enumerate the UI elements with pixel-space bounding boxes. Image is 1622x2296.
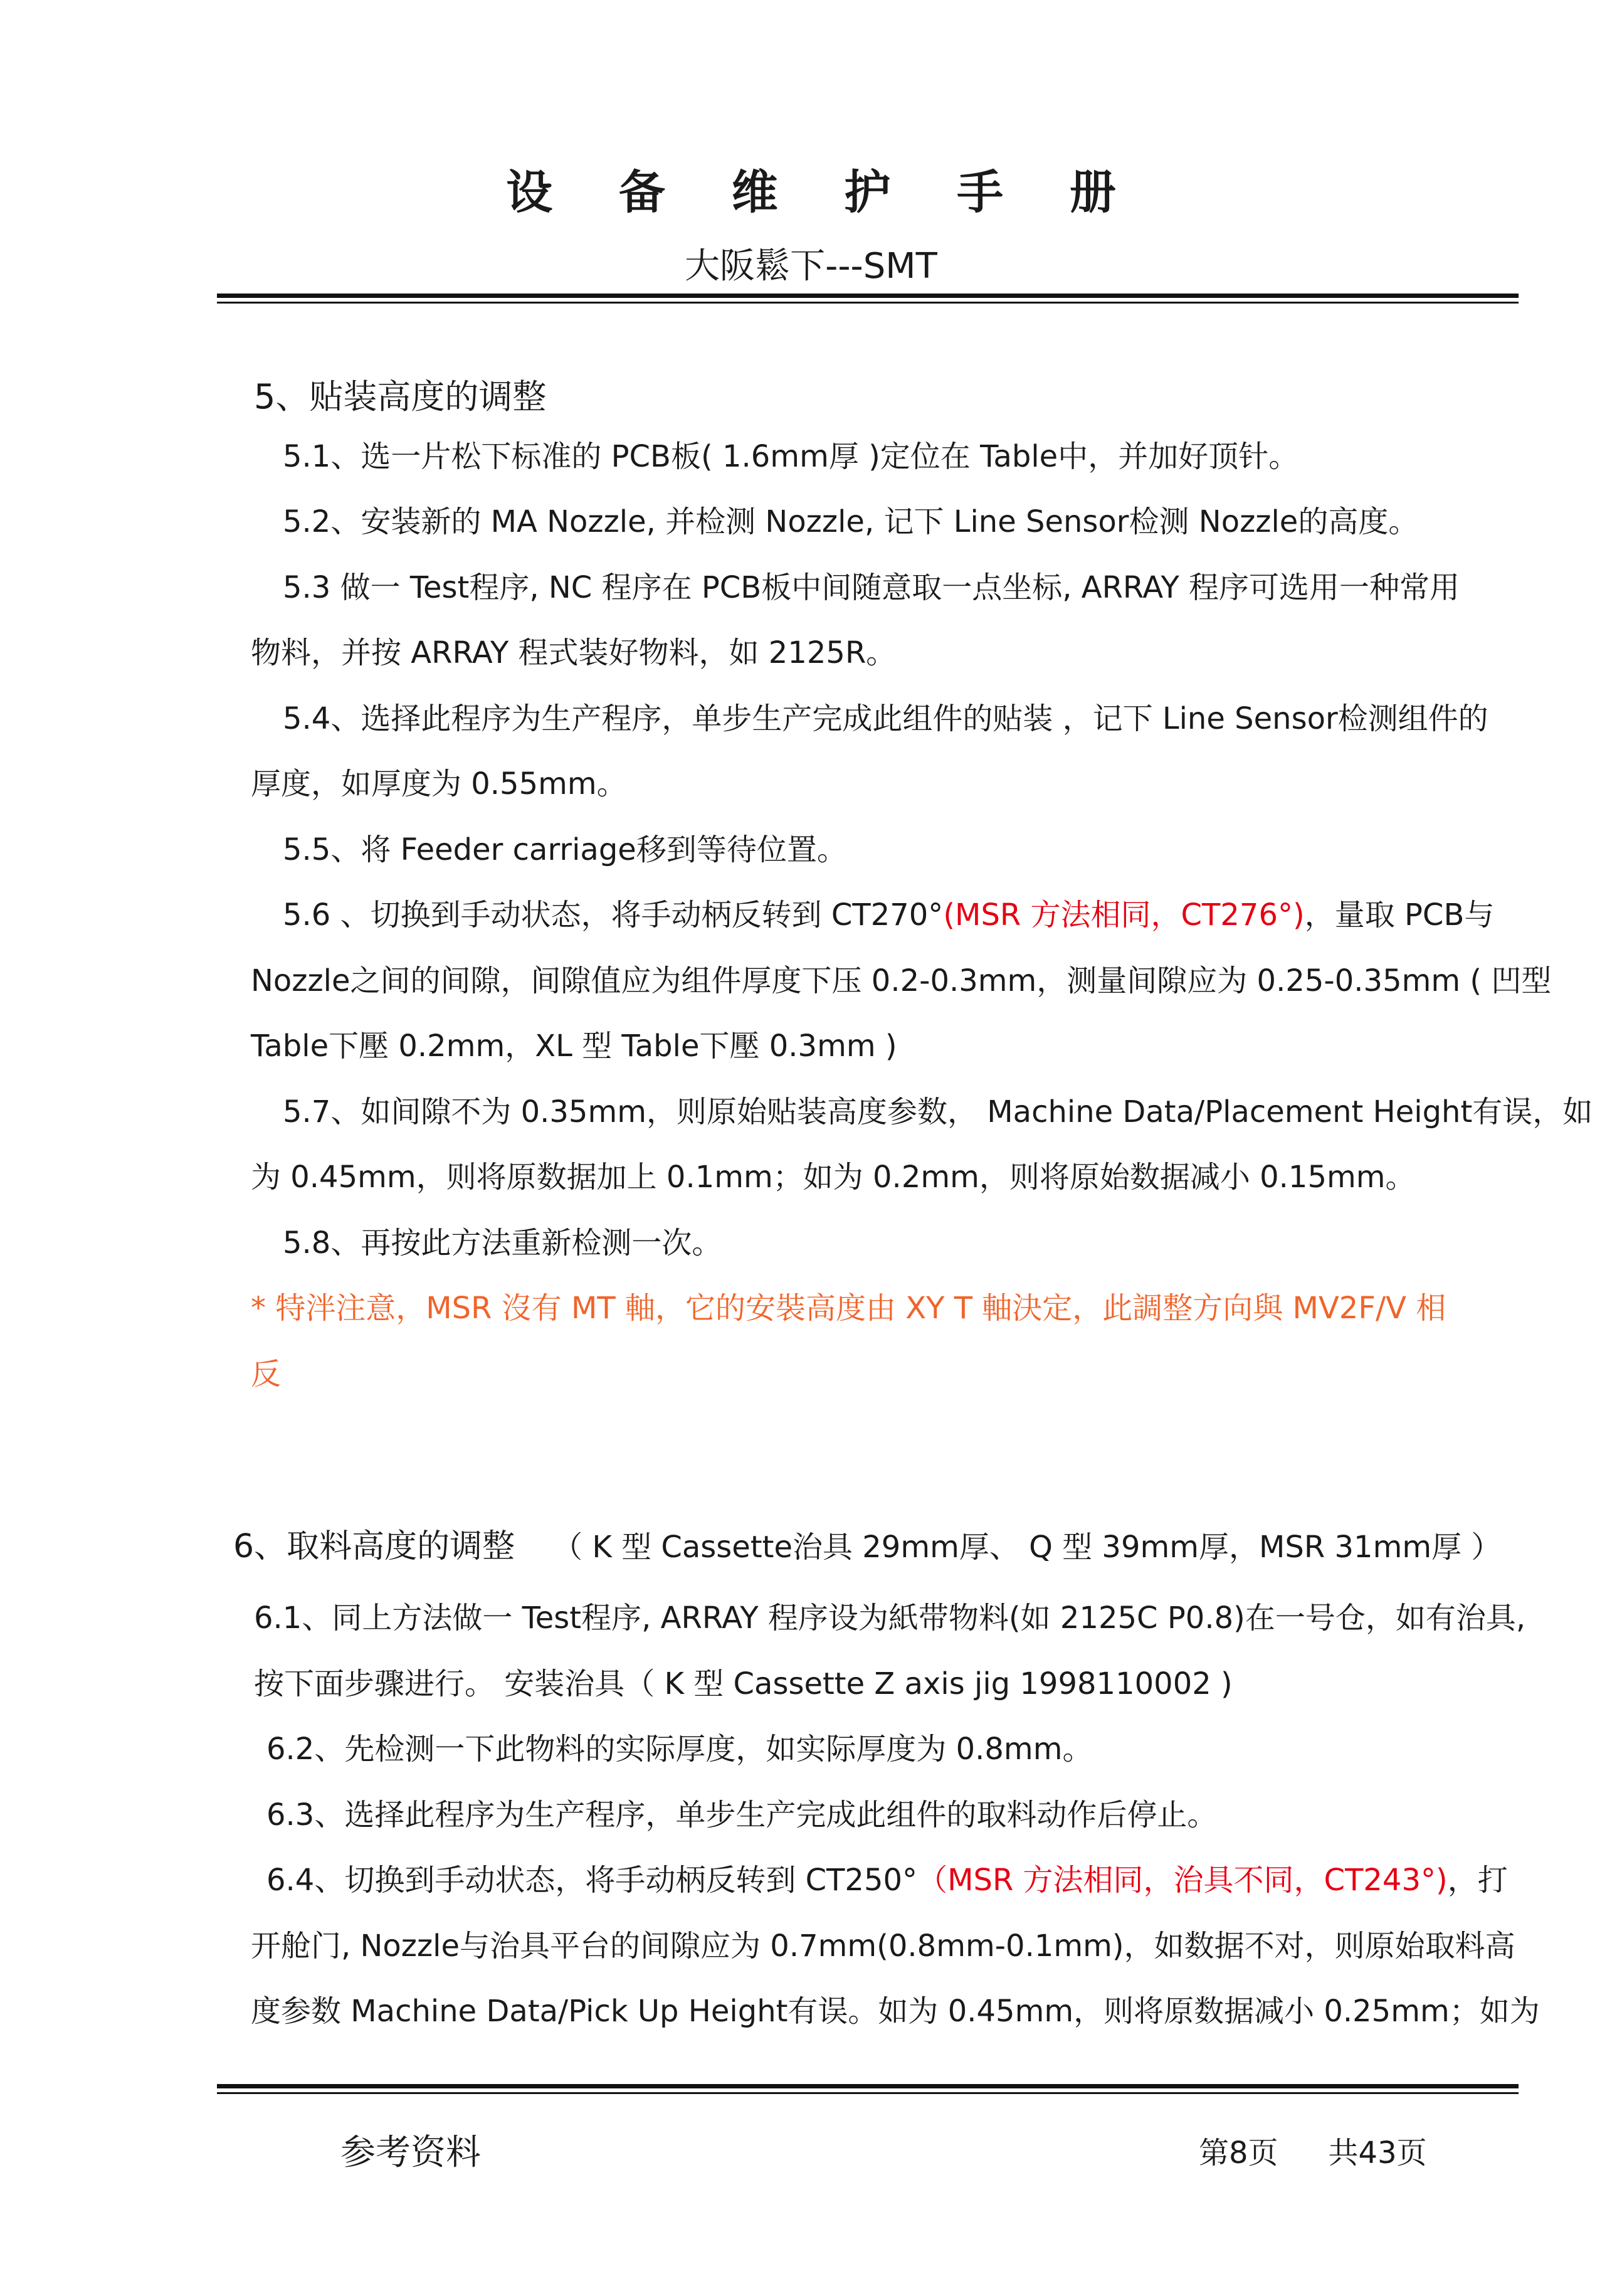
line-text: 5.6 、切换到手动状态，将手动柄反转到 CT270° [283,897,944,933]
line-text: 6.4、切换到手动状态，将手动柄反转到 CT250° [266,1863,918,1898]
section-6-heading-note: （ K 型 Cassette治具 29mm厚、 Q 型 39mm厚，MSR 31mm厚 ） [552,1530,1502,1565]
section-6-line [266,1863,1508,1898]
section-5-line: 5.5、将 Feeder carriage移到等待位置。 [283,832,847,867]
page-counter [1199,2129,1477,2172]
line-text: ，量取 PCB与 [1304,897,1495,933]
section-6-title [233,1530,1501,1563]
header-rule [217,294,1519,304]
section-5-line: 为 0.45mm，则将原数据加上 0.1mm；如为 0.2mm，则将原始数据减小 0.15mm。 [251,1160,1416,1195]
section-5-line: 5.2、安装新的 MA Nozzle, 并检测 Nozzle, 记下 Line Sensor检测 Nozzle的高度。 [283,504,1419,539]
section-6-line: 度参数 Machine Data/Pick Up Height有误。如为 0.45mm，则将原数据减小 0.25mm；如为 [251,1994,1540,2029]
page-title: 设 备 维 护 手 册 [506,166,1141,220]
section-6-heading: 6、取料高度的调整 [233,1528,515,1565]
section-5-line: 5.7、如间隙不为 0.35mm，则原始贴装高度参数， Machine Data/Placement Height有误，如 [283,1094,1593,1129]
page-total: 共43页 [1328,2135,1427,2171]
page-subtitle: 大阪鬆下---SMT [685,246,937,287]
section-5-line: 5.8、再按此方法重新检测一次。 [283,1225,722,1261]
caution-note: 反 [251,1357,282,1392]
section-6-line: 按下面步骤进行。 安装治具（ K 型 Cassette Z axis jig 1998110002 ) [254,1666,1233,1701]
section-5-line: 5.4、选择此程序为生产程序，单步生产完成此组件的贴装 ，记下 Line Sensor检测组件的 [283,701,1488,736]
footer-rule [217,2084,1519,2094]
section-5-line: 5.1、选一片松下标准的 PCB板( 1.6mm厚 )定位在 Table中，并加好顶针。 [283,439,1299,474]
line-text: ，打 [1447,1863,1508,1898]
section-5-line: 厚度，如厚度为 0.55mm。 [251,766,627,801]
section-5-title: 5、贴装高度的调整 [254,377,547,416]
page-number: 第8页 [1199,2135,1278,2171]
msr-note: （MSR 方法相同，治具不同，CT243°) [917,1863,1448,1898]
msr-note: (MSR 方法相同，CT276°) [943,897,1305,933]
section-5-line: Table下壓 0.2mm，XL 型 Table下壓 0.3mm ) [251,1029,897,1064]
section-5-line: 5.3 做一 Test程序, NC 程序在 PCB板中间随意取一点坐标, ARRAY 程序可选用一种常用 [283,570,1460,605]
footer-reference: 参考资料 [340,2132,481,2173]
section-6-line: 6.1、同上方法做一 Test程序, ARRAY 程序设为紙带物料(如 2125C P0.8)在一号仓，如有治具, [254,1600,1526,1636]
section-6-line: 6.2、先检测一下此物料的实际厚度，如实际厚度为 0.8mm。 [266,1732,1093,1767]
section-6-line: 开舱门, Nozzle与治具平台的间隙应为 0.7mm(0.8mm-0.1mm)，如数据不对，则原始取料高 [251,1928,1515,1964]
caution-note: * 特泮注意，MSR 沒有 MT 軸，它的安裝高度由 XY T 軸決定，此調整方向與 MV2F/V 相 [251,1291,1446,1326]
section-5-line: 物料，并按 ARRAY 程式装好物料，如 2125R。 [251,635,897,670]
section-5-line [283,897,1495,933]
section-6-line: 6.3、选择此程序为生产程序，单步生产完成此组件的取料动作后停止。 [266,1797,1218,1833]
section-5-line: Nozzle之间的间隙，间隙值应为组件厚度下压 0.2-0.3mm，测量间隙应为 0.25-0.35mm ( 凹型 [251,963,1552,998]
